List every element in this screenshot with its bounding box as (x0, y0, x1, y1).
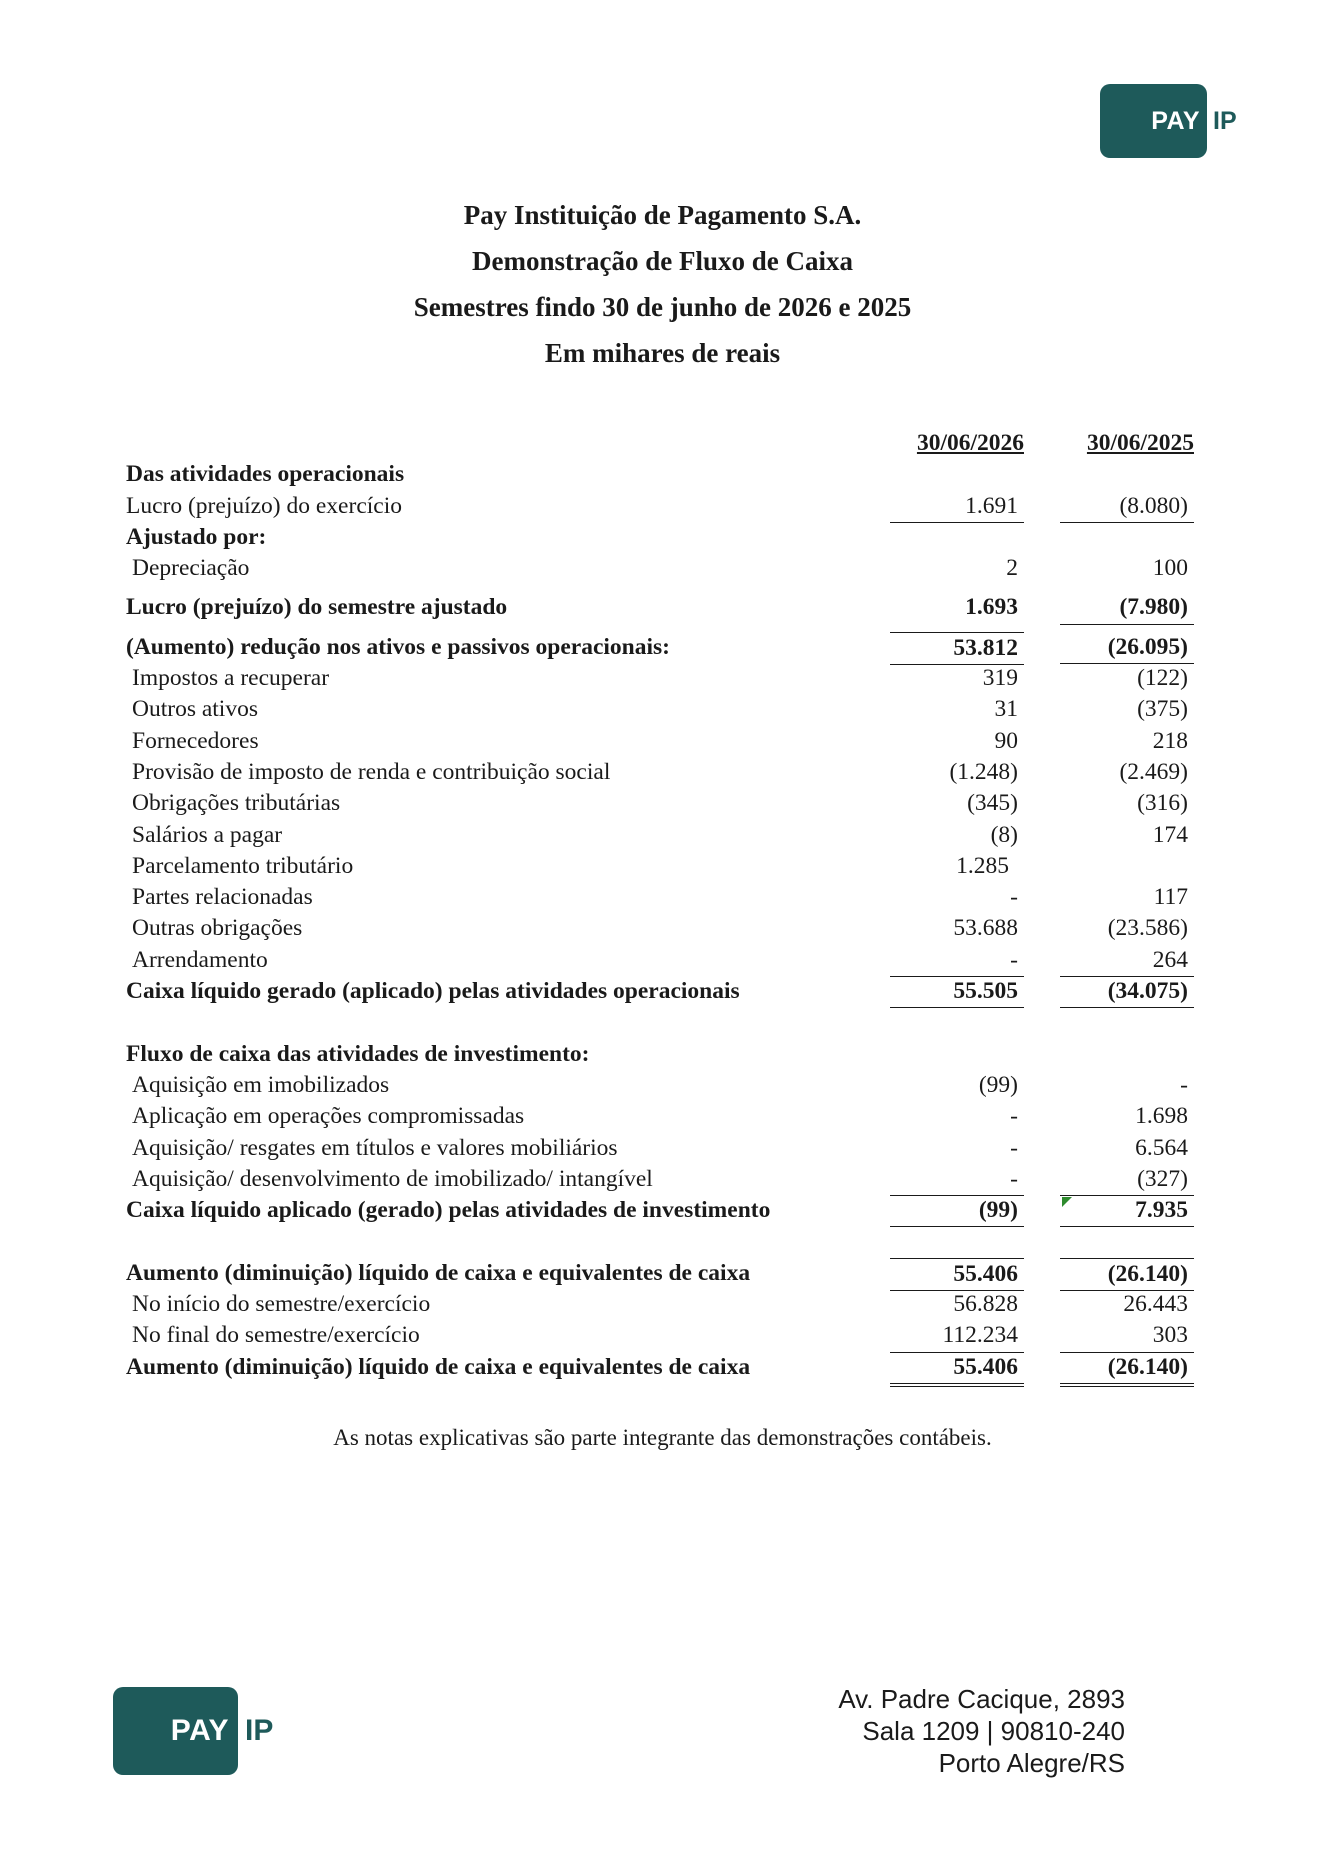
value-2026: 1.691 (890, 491, 1024, 523)
value-2026: (99) (978, 1071, 1018, 1098)
row-label: Lucro (prejuízo) do semestre ajustado (126, 594, 508, 621)
address-line: Porto Alegre/RS (938, 1748, 1125, 1778)
value-2025: (8.080) (1060, 491, 1194, 523)
statement-period: Semestres findo 30 de junho de 2026 e 2025 (413, 292, 912, 322)
row-label: Outros ativos (132, 696, 258, 723)
value-2026: (1.248) (949, 758, 1018, 785)
value-2026: - (1010, 1103, 1018, 1130)
value-2026: (8) (990, 821, 1018, 848)
value-2025: - (1180, 1071, 1188, 1098)
table-row (126, 788, 1196, 819)
row-label: Aquisição/ desenvolvimento de imobilizado/ intangível (132, 1165, 653, 1192)
table-row (126, 1164, 1196, 1195)
value-2025: (26.095) (1060, 632, 1194, 664)
table-row (126, 851, 1196, 882)
row-label: Parcelamento tributário (132, 852, 354, 879)
value-2025: 100 (1152, 555, 1188, 582)
value-2026: - (890, 1164, 1024, 1196)
row-label: Aquisição/ resgates em títulos e valores mobiliários (132, 1134, 618, 1161)
table-row (126, 1289, 1196, 1320)
logo-badge (113, 1687, 238, 1775)
net-change-row (126, 1258, 1196, 1289)
value-2026: 90 (994, 727, 1018, 754)
table-row (126, 1133, 1196, 1164)
statement-unit: Em mihares de reais (544, 338, 781, 368)
value-2026: 53.812 (890, 632, 1024, 665)
row-label: Impostos a recuperar (132, 665, 330, 692)
value-2026: 1.285 (956, 852, 1009, 879)
address-line: Sala 1209 | 90810-240 (862, 1716, 1125, 1746)
row-label: Das atividades operacionais (126, 461, 405, 488)
value-2025: 6.564 (1135, 1134, 1188, 1161)
row-label: Caixa líquido gerado (aplicado) pelas atividades operacionais (126, 978, 740, 1005)
logo-ip-text: IP (1213, 106, 1237, 135)
section-investing (126, 1039, 1196, 1070)
value-2026: 112.234 (890, 1320, 1024, 1352)
total-row-operating (126, 976, 1196, 1007)
value-2026: - (1010, 884, 1018, 911)
logo-pay-text: PAY (1151, 106, 1200, 135)
logo-ip-text: IP (245, 1714, 274, 1747)
total-row-investing (126, 1195, 1196, 1226)
table-row (126, 726, 1196, 757)
row-label: Aumento (diminuição) líquido de caixa e equivalentes de caixa (126, 1353, 751, 1380)
row-label: Aquisição em imobilizados (132, 1071, 390, 1098)
value-2025: 26.443 (1123, 1291, 1188, 1318)
table-row (126, 1070, 1196, 1101)
table-row (126, 1320, 1196, 1351)
statement-title: Demonstração de Fluxo de Caixa (472, 246, 853, 276)
cash-flow-table (126, 428, 1196, 1383)
logo-badge (1100, 84, 1207, 158)
value-2026: - (890, 945, 1024, 977)
value-2025: (26.140) (1060, 1258, 1194, 1291)
row-label: No início do semestre/exercício (132, 1291, 431, 1318)
value-2026: (99) (890, 1195, 1024, 1227)
row-label: Ajustado por: (126, 523, 267, 550)
value-2025: (327) (1060, 1164, 1194, 1196)
value-2026: 55.406 (890, 1258, 1024, 1291)
company-name: Pay Instituição de Pagamento S.A. (463, 200, 862, 230)
row-label: No final do semestre/exercício (132, 1322, 420, 1349)
subtotal-row (126, 592, 1196, 623)
row-label: Outras obrigações (132, 915, 303, 942)
table-row (126, 553, 1196, 584)
value-2025: 174 (1152, 821, 1188, 848)
company-logo-top (1100, 84, 1237, 158)
value-2025: (2.469) (1119, 758, 1188, 785)
value-2025: 218 (1152, 727, 1188, 754)
value-2026: 31 (994, 696, 1018, 723)
row-label: Obrigações tributárias (132, 790, 341, 817)
row-label: Fluxo de caixa das atividades de investimento: (126, 1040, 590, 1067)
value-2025: 7.935 (1060, 1195, 1194, 1227)
value-2025: 303 (1060, 1320, 1194, 1352)
column-header-2025: 30/06/2025 (1086, 430, 1194, 456)
row-label: Partes relacionadas (132, 884, 313, 911)
row-label: Provisão de imposto de renda e contribuição social (132, 758, 611, 785)
value-2025: 117 (1153, 884, 1188, 911)
row-label: Lucro (prejuízo) do exercício (126, 492, 402, 519)
value-2025: (26.140) (1060, 1352, 1194, 1387)
row-label: Arrendamento (132, 946, 268, 973)
column-header-2026: 30/06/2026 (916, 430, 1024, 456)
value-2026: 319 (982, 665, 1018, 692)
table-row (126, 945, 1196, 976)
company-logo-bottom (113, 1687, 273, 1775)
address-line: Av. Padre Cacique, 2893 (838, 1684, 1125, 1714)
table-row (126, 882, 1196, 913)
section-operating (126, 459, 1196, 490)
value-2025: (375) (1137, 696, 1188, 723)
row-label: Aplicação em operações compromissadas (132, 1103, 525, 1130)
cell-comment-marker-icon (1062, 1197, 1072, 1207)
table-row (126, 694, 1196, 725)
value-2026: (345) (967, 790, 1018, 817)
subtotal-row (126, 632, 1196, 663)
table-row (126, 820, 1196, 851)
section-adjusted-by (126, 522, 1196, 553)
value-2026: 55.406 (890, 1352, 1024, 1387)
value-2026: 55.505 (890, 976, 1024, 1008)
value-2025: 1.698 (1135, 1103, 1188, 1130)
value-2026: 2 (1006, 555, 1018, 582)
value-2025: (34.075) (1060, 976, 1194, 1008)
row-label: (Aumento) redução nos ativos e passivos operacionais: (126, 633, 670, 660)
value-2026: 1.693 (965, 594, 1018, 621)
table-row (126, 757, 1196, 788)
table-row (126, 913, 1196, 944)
value-2026: - (1010, 1134, 1018, 1161)
row-label: Caixa líquido aplicado (gerado) pelas atividades de investimento (126, 1197, 771, 1224)
table-header-row (126, 428, 1196, 459)
explanatory-note: As notas explicativas são parte integrante das demonstrações contábeis. (333, 1425, 992, 1450)
table-row (126, 663, 1196, 694)
table-row (126, 491, 1196, 522)
value-2026: 53.688 (953, 915, 1018, 942)
row-label: Salários a pagar (132, 821, 283, 848)
final-total-row (126, 1352, 1196, 1383)
value-2025: (23.586) (1107, 915, 1188, 942)
row-label: Depreciação (132, 555, 250, 582)
value-2025: (7.980) (1060, 592, 1194, 624)
value-2025: (316) (1137, 790, 1188, 817)
value-2025: (122) (1137, 665, 1188, 692)
table-row (126, 1101, 1196, 1132)
company-address (838, 1683, 1125, 1779)
logo-pay-text: PAY (170, 1714, 229, 1747)
statement-heading (0, 192, 1325, 376)
value-2025: 264 (1060, 945, 1194, 977)
value-2026: 56.828 (953, 1291, 1018, 1318)
row-label: Aumento (diminuição) líquido de caixa e equivalentes de caixa (126, 1259, 751, 1286)
row-label: Fornecedores (132, 727, 259, 754)
